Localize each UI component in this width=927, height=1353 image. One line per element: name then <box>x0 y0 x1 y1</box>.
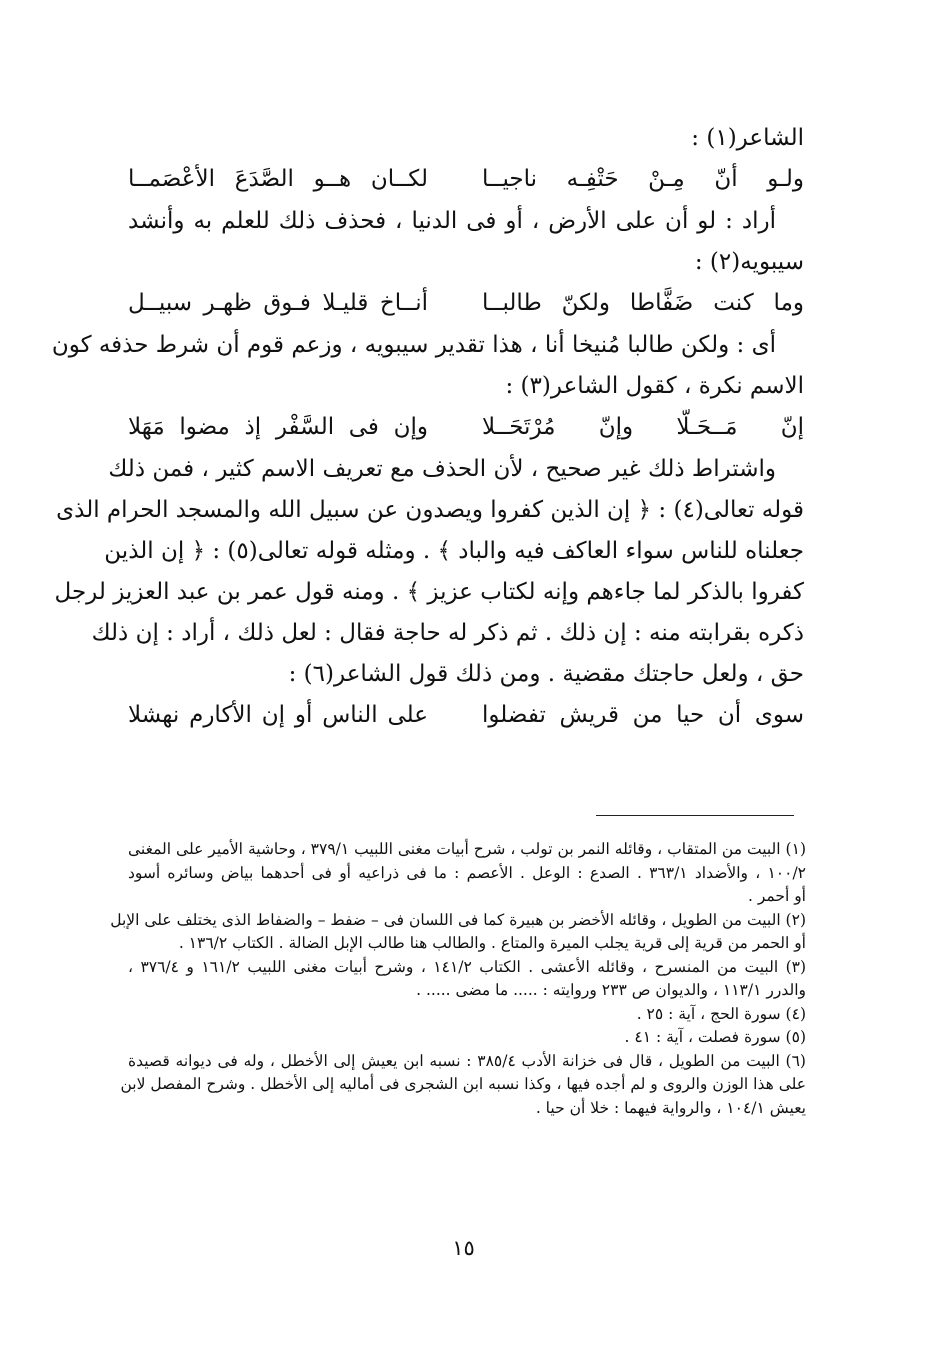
verse <box>128 407 804 449</box>
verse <box>128 283 804 325</box>
footnote-line: والدرر ١١٣/١ ، والديوان ص ٢٣٣ وروايته : ..... ما مضى ..... . <box>416 981 806 999</box>
footnotes <box>110 838 807 1120</box>
text-line: كفروا بالذكر لما جاءهم وإنه لكتاب عزيز ﴾ . ومنه قول عمر بن عبد العزيز لرجل <box>54 579 804 605</box>
text-line: أى : ولكن طالبا مُنيخا أنا ، هذا تقدير سيبويه ، وزعم قوم أن شرط حذفه كون <box>51 332 776 358</box>
text-line: الشاعر(١) : <box>691 125 804 151</box>
verse-second-hemistich: لكــان هــو الصَّدَعَ الأعْصَمــا <box>128 166 428 192</box>
text-line: ذكره بقرابته منه : إن ذلك . ثم ذكر له حاجة فقال : لعل ذلك ، أراد : إن ذلك <box>91 620 804 646</box>
verse-first-hemistich: سوى أن حيا من قريش تفضلوا <box>482 702 804 728</box>
verse-second-hemistich: على الناس أو إن الأكارم نهشلا <box>128 702 428 728</box>
footnote-line: (٣) البيت من المنسرح ، وقائله الأعشى . الكتاب ١٤١/٢ ، وشرح أبيات مغنى اللبيب ١٦١/٢ و ٣٧٦/٤ ، <box>128 957 807 976</box>
footnote-line: (٤) سورة الحج ، آية : ٢٥ . <box>636 1004 806 1023</box>
text-line: سيبويه(٢) : <box>694 249 804 275</box>
footnote-line: ١٠٠/٢ ، والأضداد ٣٦٣/١ . الصدع : الوعل . الأعصم : ما فى ذراعيه أو فى أحدهما بياض وسائره أسود <box>128 863 806 882</box>
footnote-line: (٥) سورة فصلت ، آية : ٤١ . <box>624 1028 806 1046</box>
footnote-line: (٦) البيت من الطويل ، قال فى خزانة الأدب ٣٨٥/٤ : نسبه ابن يعيش إلى الأخطل ، وله فى ديوانه قصيدة <box>128 1051 806 1070</box>
verse-second-hemistich: أنــاخ قليـلا فـوق ظهـر سبيــل <box>128 290 428 316</box>
footnote-separator <box>596 815 794 816</box>
page-number: ١٥ <box>452 1236 475 1260</box>
verse <box>128 695 804 737</box>
verse-first-hemistich: إنّ مَــحَـلّا وإنّ مُرْتَحَــلا <box>482 414 804 440</box>
text-line: جعلناه للناس سواء العاكف فيه والباد ﴾ . ومثله قوله تعالى(٥) : ﴿ إن الذين <box>104 538 804 564</box>
main-text <box>51 118 804 737</box>
footnote-line: يعيش ١٠٤/١ ، والرواية فيهما : خلا أن حيا . <box>535 1098 806 1117</box>
verse-second-hemistich: وإن فى السَّفْر إذ مضوا مَهَلا <box>128 414 428 440</box>
footnote-line: (٢) البيت من الطويل ، وقائله الأخضر بن هبيرة كما فى اللسان فى – ضفط – والضفاط الذى يختلف على الإبل <box>110 910 806 929</box>
footnote-line: على هذا الوزن والروى و لم أجده فيها ، وكذا نسبه ابن الشجرى فى أماليه إلى الأخطل . وشرح المفصل لابن <box>120 1075 806 1093</box>
text-line: الاسم نكرة ، كقول الشاعر(٣) : <box>505 373 804 399</box>
text-line: حق ، ولعل حاجتك مقضية . ومن ذلك قول الشاعر(٦) : <box>288 661 804 687</box>
text-line: واشتراط ذلك غير صحيح ، لأن الحذف مع تعريف الاسم كثير ، فمن ذلك <box>108 456 776 482</box>
verse <box>128 159 804 201</box>
verse-first-hemistich: ولـو أنّ مِـنْ حَتْفِـه ناجيــا <box>482 166 804 192</box>
footnote-line: (١) البيت من المتقاب ، وقائله النمر بن تولب ، شرح أبيات مغنى اللبيب ٣٧٩/١ ، وحاشية الأمير على المغنى <box>128 840 806 858</box>
footnote-line: أو أحمر . <box>748 887 806 905</box>
text-line: أراد : لو أن على الأرض ، أو فى الدنيا ، فحذف ذلك للعلم به وأنشد <box>128 208 776 234</box>
footnote-line: أو الحمر من قرية إلى قرية يجلب الميرة والمتاع . والطالب هنا طالب الإبل الضالة . الكتاب ١٣٦/٢ . <box>178 934 806 952</box>
verse-first-hemistich: وما كنت ضَفَّاطا ولكنّ طالبــا <box>482 290 804 316</box>
text-line: قوله تعالى(٤) : ﴿ إن الذين كفروا ويصدون عن سبيل الله والمسجد الحرام الذى <box>56 497 804 523</box>
